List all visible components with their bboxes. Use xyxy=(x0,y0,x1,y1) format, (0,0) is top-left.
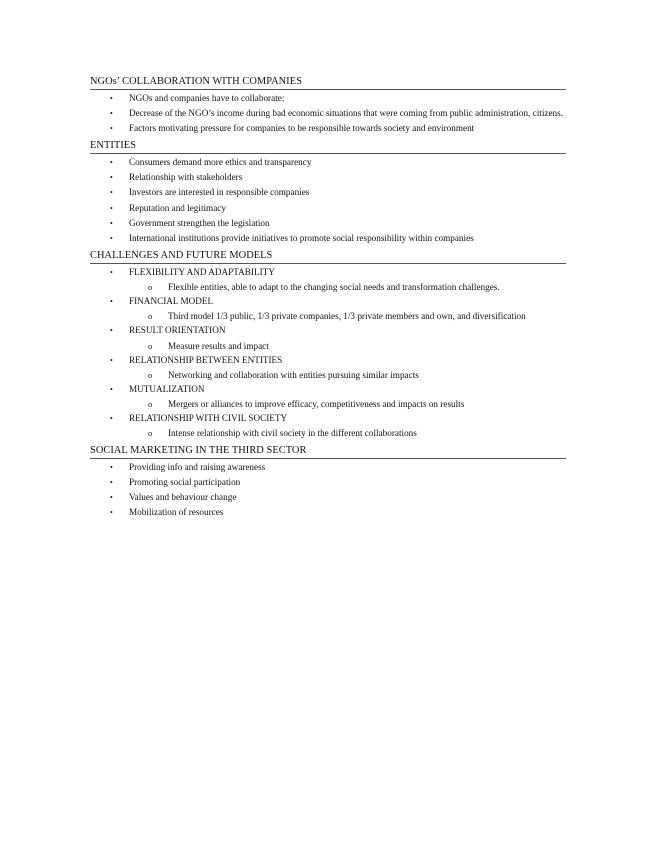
list-item xyxy=(90,216,566,231)
list-item-text: RESULT ORIENTATION xyxy=(129,325,226,336)
list-item-text: RELATIONSHIP WITH CIVIL SOCIETY xyxy=(129,413,288,424)
bullet-icon: • xyxy=(110,477,113,487)
bullet-icon: • xyxy=(110,109,113,119)
list-item-text: Mobilization of resources xyxy=(129,506,224,517)
list-item xyxy=(90,323,566,352)
sub-list-item-text: Third model 1/3 public, 1/3 private companies, 1/3 private members and own, and diversification xyxy=(168,311,526,322)
section-heading: ENTITIES xyxy=(90,138,566,154)
list-item xyxy=(90,353,566,382)
bullet-icon: • xyxy=(110,355,113,365)
sub-list-item xyxy=(90,280,566,294)
sub-list-item xyxy=(90,339,566,353)
bullet-icon: • xyxy=(110,326,113,336)
bullet-icon: • xyxy=(110,462,113,472)
list-item xyxy=(90,265,566,294)
section-spacer xyxy=(90,520,566,522)
sub-list xyxy=(129,280,566,294)
list-item-text: RELATIONSHIP BETWEEN ENTITIES xyxy=(129,354,283,365)
section xyxy=(90,248,566,443)
list-item xyxy=(90,382,566,411)
sub-list xyxy=(129,368,566,382)
section xyxy=(90,74,566,138)
list-item-text: Values and behaviour change xyxy=(129,491,237,502)
sub-list xyxy=(129,397,566,411)
sub-list xyxy=(129,339,566,353)
bullet-icon: • xyxy=(110,218,113,228)
list-item-text: Decrease of the NGO’s income during bad economic situations that were coming from public administration, citizens. xyxy=(129,108,563,119)
list-item-text: NGOs and companies have to collaborate: xyxy=(129,93,285,103)
sub-bullet-icon: o xyxy=(148,311,153,322)
sub-list-item-text: Intense relationship with civil society in the different collaborations xyxy=(168,428,417,439)
section-heading: SOCIAL MARKETING IN THE THIRD SECTOR xyxy=(90,443,566,459)
bullet-icon: • xyxy=(110,297,113,307)
sub-bullet-icon: o xyxy=(148,340,153,351)
list-item-text: Promoting social participation xyxy=(129,476,241,487)
list-item xyxy=(90,505,566,520)
list-item xyxy=(90,231,566,246)
section-heading: NGOs’ COLLABORATION WITH COMPANIES xyxy=(90,74,566,90)
list-item-text: International institutions provide initiatives to promote social responsibility within companies xyxy=(129,232,474,243)
bullet-list xyxy=(90,460,566,520)
list-item-text: Government strengthen the legislation xyxy=(129,217,270,228)
list-item xyxy=(90,185,566,200)
list-item xyxy=(90,411,566,440)
sub-bullet-icon: o xyxy=(148,428,153,439)
sub-list-item xyxy=(90,368,566,382)
list-item xyxy=(90,170,566,185)
sub-bullet-icon: o xyxy=(148,369,153,380)
list-item xyxy=(90,106,566,121)
bullet-icon: • xyxy=(110,507,113,517)
document-page xyxy=(90,74,566,522)
bullet-list xyxy=(90,265,566,441)
list-item-text: MUTUALIZATION xyxy=(129,384,205,395)
bullet-icon: • xyxy=(110,267,113,277)
sub-bullet-icon: o xyxy=(148,281,153,292)
list-item-text: Reputation and legitimacy xyxy=(129,202,226,213)
sub-list-item xyxy=(90,397,566,411)
sub-list-item-text: Measure results and impact xyxy=(168,340,269,351)
section xyxy=(90,138,566,248)
section-heading: CHALLENGES AND FUTURE MODELS xyxy=(90,248,566,264)
bullet-icon: • xyxy=(110,414,113,424)
section xyxy=(90,443,566,522)
list-item xyxy=(90,475,566,490)
bullet-icon: • xyxy=(110,203,113,213)
sub-list-item xyxy=(90,309,566,323)
sub-list-item-text: Networking and collaboration with entities pursuing similar impacts xyxy=(168,369,419,380)
sub-list-item xyxy=(90,426,566,440)
list-item xyxy=(90,155,566,170)
sub-list xyxy=(129,426,566,440)
bullet-icon: • xyxy=(110,94,113,103)
bullet-list xyxy=(90,155,566,246)
sub-list-item-text: Mergers or alliances to improve efficacy, competitiveness and impacts on results xyxy=(168,399,465,410)
list-item xyxy=(90,490,566,505)
bullet-icon: • xyxy=(110,173,113,183)
list-item-text: FINANCIAL MODEL xyxy=(129,296,214,307)
list-item xyxy=(90,294,566,323)
list-item xyxy=(90,121,566,136)
bullet-icon: • xyxy=(110,124,113,134)
sub-list-item-text: Flexible entities, able to adapt to the changing social needs and transformation challenges. xyxy=(168,281,500,292)
bullet-list xyxy=(90,91,566,136)
sub-list xyxy=(129,309,566,323)
list-item xyxy=(90,460,566,475)
list-item-text: Factors motivating pressure for companies to be responsible towards society and environment xyxy=(129,123,475,134)
bullet-icon: • xyxy=(110,188,113,198)
list-item-text: Providing info and raising awareness xyxy=(129,461,266,472)
list-item-text: Relationship with stakeholders xyxy=(129,172,243,183)
list-item-text: FLEXIBILITY AND ADAPTABILITY xyxy=(129,266,275,277)
sub-bullet-icon: o xyxy=(148,399,153,410)
list-item xyxy=(90,201,566,216)
bullet-icon: • xyxy=(110,492,113,502)
bullet-icon: • xyxy=(110,385,113,395)
list-item-text: Investors are interested in responsible companies xyxy=(129,187,310,198)
bullet-icon: • xyxy=(110,233,113,243)
list-item-text: Consumers demand more ethics and transparency xyxy=(129,157,312,168)
list-item xyxy=(90,91,566,106)
bullet-icon: • xyxy=(110,158,113,168)
